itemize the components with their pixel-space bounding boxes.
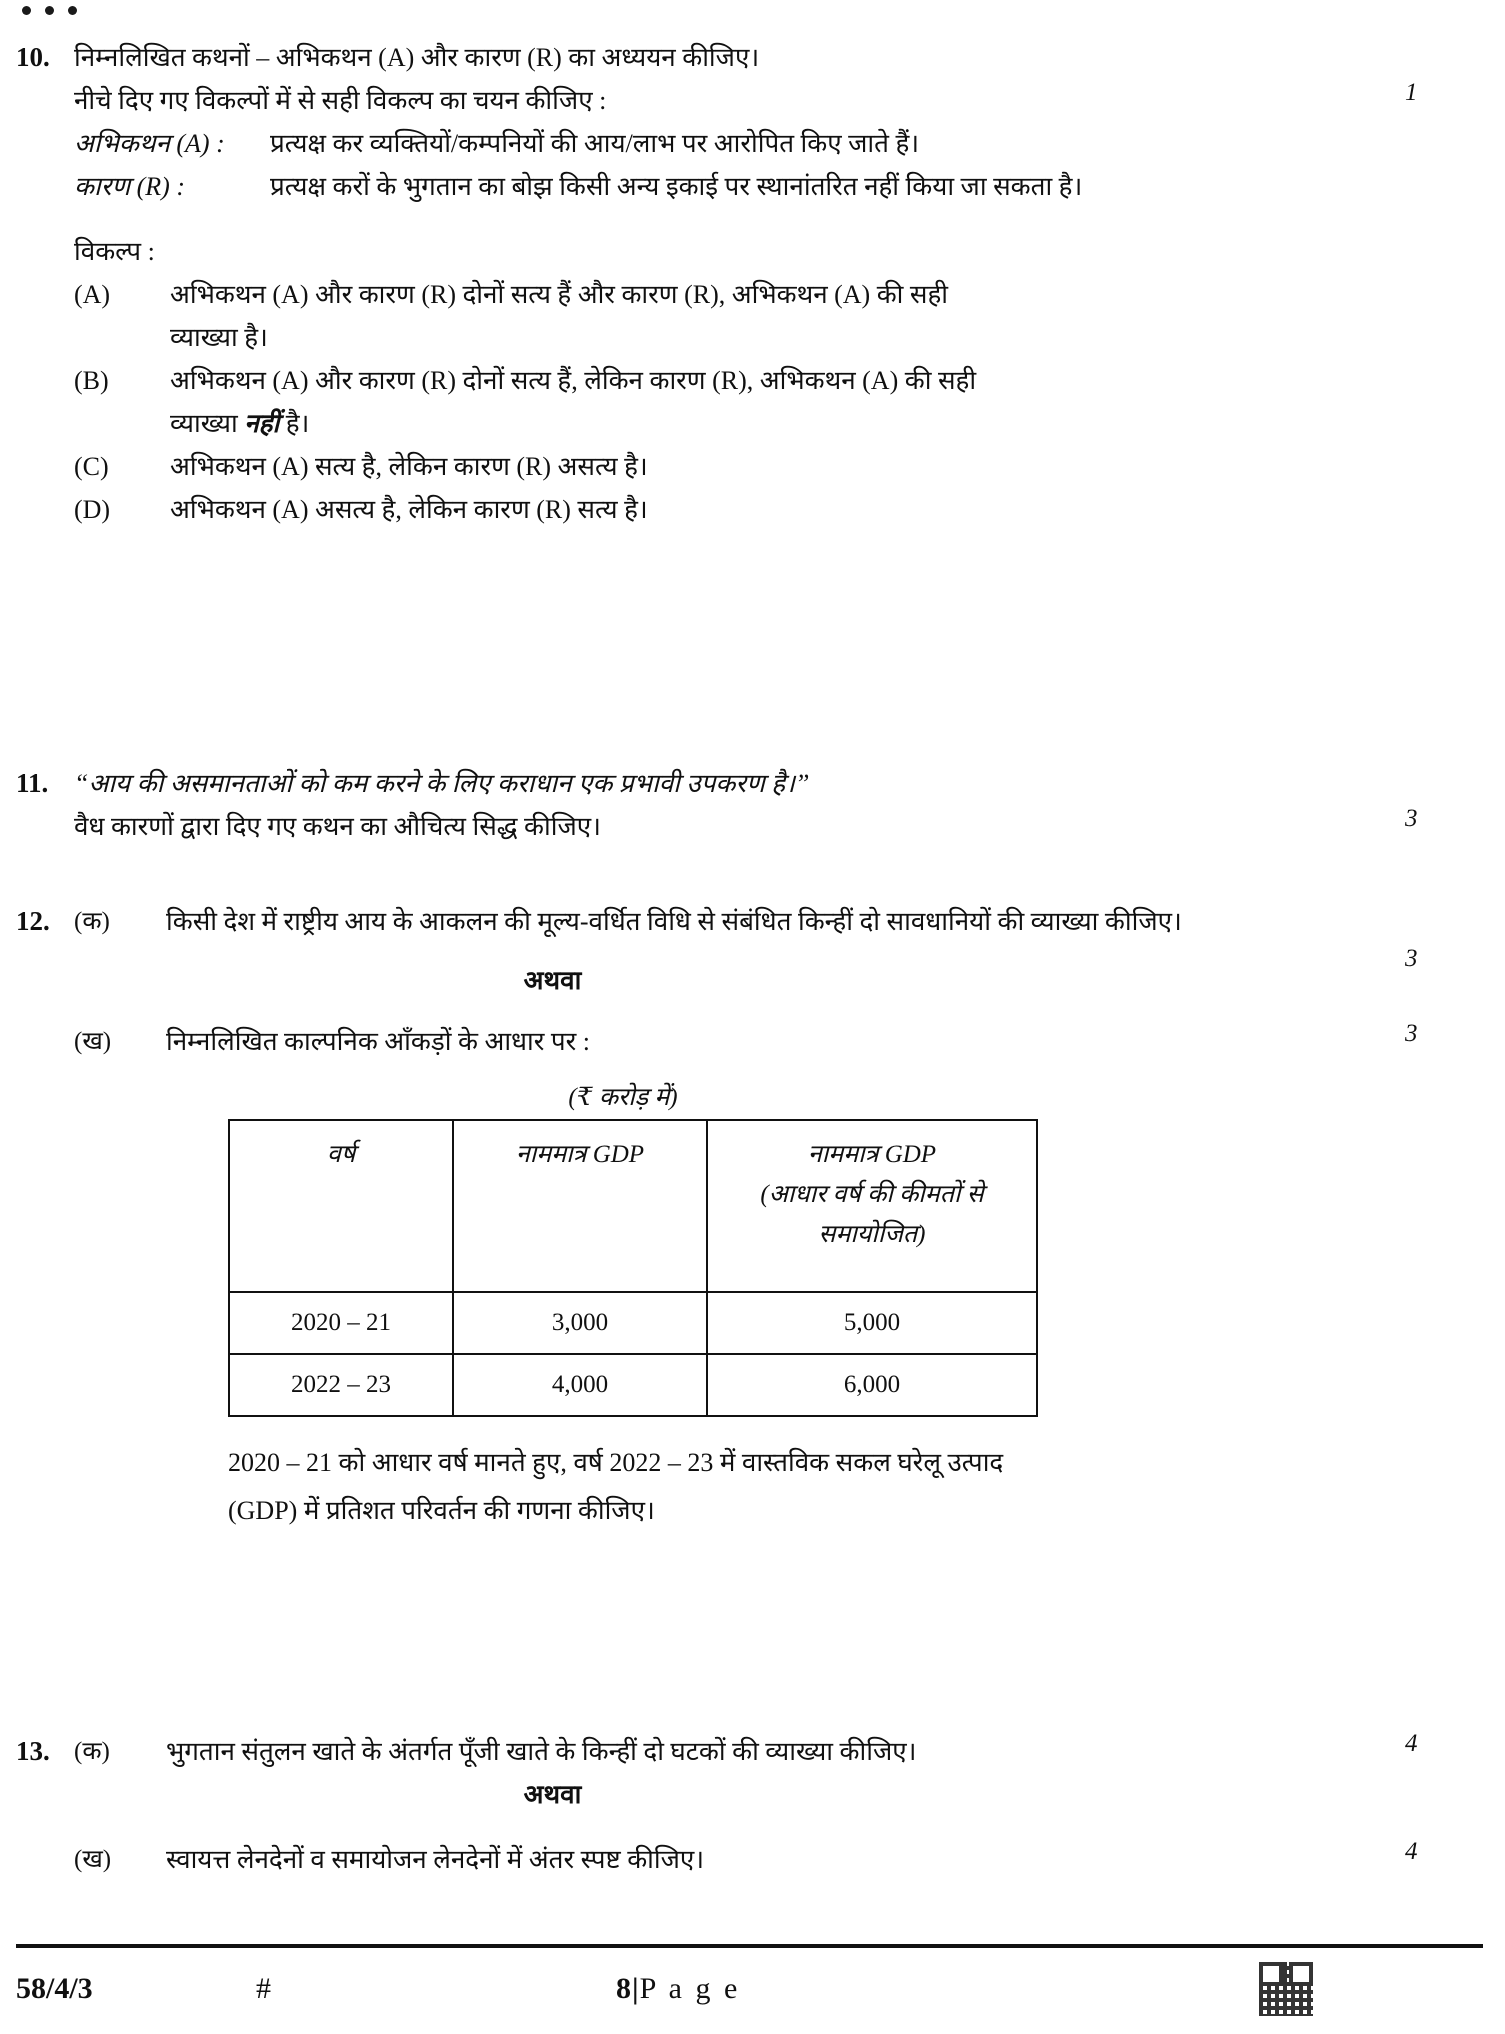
option-d-text: अभिकथन (A) असत्य है, लेकिन कारण (R) सत्य है। [170,495,648,524]
question-10-stem-row-1 [0,36,1445,79]
question-12-or-label: अथवा [523,966,582,995]
gdp-table-wrapper [228,1079,1018,1417]
question-13-sub-b-key: (ख) [74,1846,112,1873]
cell-adjusted: 6,000 [707,1354,1037,1416]
assertion-label: अभिकथन (A) : [74,129,225,158]
dot-icon [45,6,54,15]
question-11-row-2 [0,805,1445,848]
question-10-options-label-row [0,230,1445,273]
question-12-number: 12. [16,906,50,936]
question-10-assertion-row [0,122,1445,165]
question-13-number: 13. [16,1736,50,1766]
table-row [229,1354,1037,1416]
question-13-sub-a-key: (क) [74,1738,110,1765]
question-13-sub-a-marks: 4 [1405,1730,1418,1757]
option-b-key: (B) [74,366,109,395]
question-10-assertion [74,122,1445,165]
table-header-nominal-gdp: नाममात्र GDP [453,1120,707,1292]
table-header-adjusted-line-1: नाममात्र GDP [807,1141,937,1168]
footer-page-word: P a g e [639,1972,741,2005]
option-b-line-2-pre: व्याख्या [170,409,245,438]
question-10-stem-line-1: निम्नलिखित कथनों – अभिकथन (A) और कारण (R) का अध्ययन कीजिए। [74,43,760,72]
question-12 [0,900,1445,1535]
option-b-emphasis: नहीं [244,409,280,438]
table-header-adjusted-line-2: (आधार वर्ष की कीमतों से [760,1181,984,1208]
table-row [229,1292,1037,1354]
question-13-sub-b-marks: 4 [1405,1838,1418,1865]
question-12-sub-b-text: निम्नलिखित काल्पनिक आँकड़ों के आधार पर : [166,1027,591,1056]
question-10-reason-row [0,165,1445,208]
question-13 [0,1730,1445,1881]
options-label: विकल्प : [74,237,155,266]
footer-paper-code: 58/4/3 [16,1972,93,2005]
option-a-key: (A) [74,280,111,309]
reason-text: प्रत्यक्ष करों के भुगतान का बोझ किसी अन्य इकाई पर स्थानांतरित नहीं किया जा सकता है। [270,172,1083,201]
question-10-option-a[interactable] [0,273,1445,359]
assertion-text: प्रत्यक्ष कर व्यक्तियों/कम्पनियों की आय/लाभ पर आरोपित किए जाते हैं। [270,129,920,158]
page-footer [16,1962,1483,2016]
question-13-or-label: अथवा [523,1780,582,1809]
gdp-table-head [229,1120,1037,1292]
question-10-stem-row-2 [0,79,1445,122]
cell-nominal: 4,000 [453,1354,707,1416]
question-13-sub-a-row [0,1730,1445,1773]
option-a-text [170,273,1445,359]
question-11-row-1 [0,762,1445,805]
question-12-after-table-line-1: 2020 – 21 को आधार वर्ष मानते हुए, वर्ष 2022 – 23 में वास्तविक सकल घरेलू उत्पाद [228,1448,1004,1477]
table-header-row [229,1120,1037,1292]
option-b-line-2 [170,402,1445,445]
question-12-after-table [228,1439,1408,1535]
gdp-table [228,1119,1038,1417]
footer-page-number: 8 [616,1972,632,2005]
question-12-sub-a-marks: 3 [1405,945,1418,972]
dot-icon [22,6,31,15]
cell-year: 2022 – 23 [229,1354,453,1416]
cell-adjusted: 5,000 [707,1292,1037,1354]
footer-hash-mark: # [256,1972,271,2005]
option-d[interactable] [74,488,1445,531]
table-header-adjusted-line-3: समायोजित) [818,1221,926,1248]
question-10-option-c[interactable] [0,445,1445,488]
question-13-sub-b-text: स्वायत्त लेनदेनों व समायोजन लेनदेनों में अंतर स्पष्ट कीजिए। [166,1845,705,1874]
question-12-sub-b-marks: 3 [1405,1020,1418,1047]
option-a-line-2: व्याख्या है। [170,323,268,352]
question-13-sub-a-text: भुगतान संतुलन खाते के अंतर्गत पूँजी खाते के किन्हीं दो घटकों की व्याख्या कीजिए। [166,1737,917,1766]
question-13-sub-b-row [0,1838,1445,1881]
question-10-option-b[interactable] [0,359,1445,445]
table-header-year: वर्ष [229,1120,453,1292]
gdp-table-body [229,1292,1037,1416]
option-b[interactable] [74,359,1445,445]
question-11-line-1: “आय की असमानताओं को कम करने के लिए कराधान एक प्रभावी उपकरण है।” [74,769,810,798]
question-10-option-d[interactable] [0,488,1445,531]
question-11-line-2: वैध कारणों द्वारा दिए गए कथन का औचित्य सिद्ध कीजिए। [74,812,602,841]
question-10-marks: 1 [1405,79,1418,106]
option-c-key: (C) [74,452,109,481]
table-unit-note: (₹ करोड़ में) [568,1084,678,1111]
option-c-text: अभिकथन (A) सत्य है, लेकिन कारण (R) असत्य है। [170,452,648,481]
cell-nominal: 3,000 [453,1292,707,1354]
page-top-dots [22,6,77,15]
option-b-line-1: अभिकथन (A) और कारण (R) दोनों सत्य हैं, लेकिन कारण (R), अभिकथन (A) की सही [170,366,977,395]
option-a-line-1: अभिकथन (A) और कारण (R) दोनों सत्य हैं और कारण (R), अभिकथन (A) की सही [170,280,949,309]
cell-year: 2020 – 21 [229,1292,453,1354]
question-12-after-table-line-2: (GDP) में प्रतिशत परिवर्तन की गणना कीजिए। [228,1496,655,1525]
option-a[interactable] [74,273,1445,359]
qr-code-icon [1259,1962,1313,2016]
question-11 [0,762,1445,848]
reason-label: कारण (R) : [74,172,185,201]
question-11-number: 11. [16,768,49,798]
option-b-text [170,359,1445,445]
footer-divider [16,1944,1483,1948]
question-12-sub-a-key: (क) [74,908,110,935]
option-c[interactable] [74,445,1445,488]
question-12-sub-a-row [0,900,1445,972]
footer-separator: | [632,1972,640,2005]
question-12-sub-b-row [0,1020,1445,1063]
dot-icon [68,6,77,15]
table-header-adjusted-gdp [707,1120,1037,1292]
question-12-sub-a-text: किसी देश में राष्ट्रीय आय के आकलन की मूल्य-वर्धित विधि से संबंधित किन्हीं दो सावधानियों की व्याख्या कीजिए। [166,907,1182,936]
footer-page-indicator [486,1972,1259,2006]
question-10-reason [74,165,1445,208]
option-d-key: (D) [74,495,111,524]
question-10-number: 10. [16,42,50,72]
option-b-line-2-post: है। [279,409,310,438]
question-10-stem-line-2: नीचे दिए गए विकल्पों में से सही विकल्प का चयन कीजिए : [74,86,607,115]
question-12-sub-b-key: (ख) [74,1028,112,1055]
question-11-marks: 3 [1405,805,1418,832]
question-10 [0,36,1445,531]
